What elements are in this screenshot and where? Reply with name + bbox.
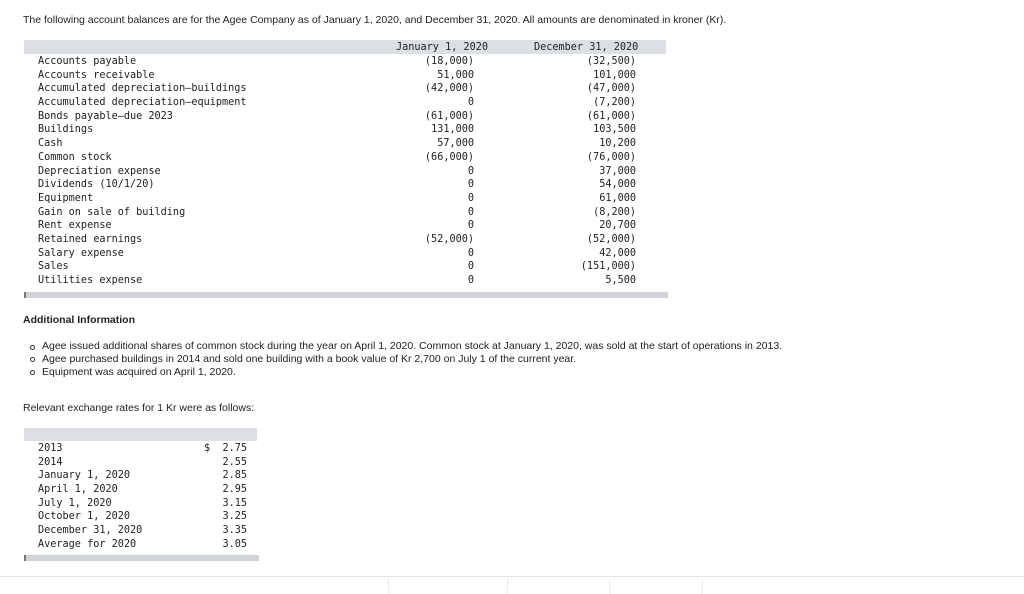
list-item [30, 353, 782, 366]
rate-date: April 1, 2020 [38, 484, 118, 496]
account-name: Rent expense [38, 220, 112, 232]
table-row [24, 151, 666, 165]
dec-balance: (61,000) [586, 110, 636, 122]
rate-date: 2014 [38, 456, 63, 468]
account-name: Salary expense [38, 247, 124, 259]
footer-divider [609, 578, 610, 594]
exchange-rates-intro: Relevant exchange rates for 1 Kr were as follows: [23, 402, 255, 414]
additional-info-list [30, 340, 782, 378]
account-name: Accumulated depreciation—buildings [38, 83, 247, 95]
account-name: Dividends (10/1/20) [38, 179, 155, 191]
rate-value: 2.75 [222, 443, 247, 454]
bullet-icon [30, 345, 35, 350]
jan-balance: 0 [467, 97, 474, 109]
dec-balance: 42,000 [599, 247, 636, 259]
table-row [24, 456, 257, 470]
table-row [24, 442, 257, 456]
rate-value: 3.05 [222, 538, 247, 550]
rate-value: 2.85 [222, 470, 247, 482]
dec-balance: 10,200 [599, 138, 636, 150]
bullet-icon [30, 370, 35, 375]
jan-balance: 51,000 [437, 69, 474, 81]
table-row [24, 165, 666, 179]
account-name: Equipment [38, 192, 94, 204]
table-footer-bar [24, 292, 668, 298]
rate-value: 3.25 [222, 511, 247, 523]
jan-balance: 0 [467, 247, 474, 259]
jan-balance: 0 [467, 179, 474, 191]
account-name: Accounts payable [38, 56, 137, 67]
account-balances-table [24, 40, 666, 298]
jan-balance: (42,000) [424, 83, 474, 95]
table-row [24, 123, 666, 137]
jan-balance: (61,000) [424, 110, 474, 122]
table-row [24, 178, 666, 192]
rate-value: 3.15 [222, 497, 247, 509]
table-row [24, 483, 257, 497]
jan-balance: 131,000 [431, 124, 474, 136]
dec-balance: (32,500) [586, 56, 636, 67]
account-name: Gain on sale of building [38, 206, 186, 218]
jan-balance: 0 [467, 192, 474, 204]
jan-balance: 0 [467, 165, 474, 177]
table-row [24, 192, 666, 206]
dec-balance: 101,000 [593, 69, 636, 81]
table-row [24, 497, 257, 511]
bullet-text: Equipment was acquired on April 1, 2020. [42, 365, 236, 378]
account-name: Common stock [38, 151, 112, 163]
intro-text: The following account balances are for the Agee Company as of January 1, 2020, and December 31, 2020. All amounts are denominated in kroner (Kr). [23, 14, 727, 26]
table-row [24, 206, 666, 220]
footer-divider [702, 578, 703, 594]
table-row [24, 96, 666, 110]
jan-balance: 0 [467, 261, 474, 273]
account-name: Depreciation expense [38, 165, 161, 177]
account-name: Sales [38, 261, 69, 273]
table-body [24, 442, 257, 552]
table-header-bar [24, 428, 257, 441]
account-name: Cash [38, 138, 63, 150]
list-item [30, 340, 782, 353]
rate-value: 2.95 [222, 484, 247, 496]
jan-balance: 0 [467, 206, 474, 218]
dec-balance: 37,000 [599, 165, 636, 177]
account-name: Bonds payable—due 2023 [38, 110, 173, 122]
rate-date: October 1, 2020 [38, 511, 131, 523]
table-row [24, 219, 666, 233]
jan-balance: (66,000) [424, 151, 474, 163]
table-row [24, 247, 666, 261]
dec-balance: 103,500 [593, 124, 636, 136]
table-row [24, 233, 666, 247]
additional-info-heading: Additional Information [23, 314, 135, 326]
rate-date: Average for 2020 [38, 538, 137, 550]
table-body [24, 55, 666, 288]
rate-date: December 31, 2020 [38, 525, 143, 537]
table-row [24, 82, 666, 96]
dec-balance: (8,200) [593, 206, 636, 218]
bullet-text: Agee issued additional shares of common stock during the year on April 1, 2020. Common stock at January 1, 2020, was sold at the start of operations in 2013. [42, 340, 783, 352]
column-header-dec-2020: December 31, 2020 [534, 42, 639, 53]
dec-balance: 61,000 [599, 192, 636, 204]
account-name: Accumulated depreciation—equipment [38, 97, 247, 109]
dec-balance: 54,000 [599, 179, 636, 191]
footer-divider [388, 578, 389, 594]
table-row [24, 69, 666, 83]
account-name: Buildings [38, 124, 94, 136]
table-footer-bar [24, 555, 259, 561]
dec-balance: (52,000) [586, 233, 636, 245]
dollar-sign: $ [204, 443, 211, 454]
footer-divider [0, 576, 1024, 577]
table-row [24, 510, 257, 524]
column-header-jan-2020: January 1, 2020 [396, 42, 489, 53]
dec-balance: (151,000) [580, 261, 636, 273]
rate-date: January 1, 2020 [38, 470, 131, 482]
account-name: Accounts receivable [38, 69, 155, 81]
table-row [24, 469, 257, 483]
table-row [24, 55, 666, 69]
dec-balance: (76,000) [586, 151, 636, 163]
account-name: Retained earnings [38, 233, 143, 245]
bullet-text: Agee purchased buildings in 2014 and sold one building with a book value of Kr 2,700 on July 1 of the current year. [42, 352, 577, 365]
jan-balance: (52,000) [424, 233, 474, 245]
dec-balance: (47,000) [586, 83, 636, 95]
rate-date: July 1, 2020 [38, 497, 112, 509]
account-name: Utilities expense [38, 275, 143, 286]
dec-balance: (7,200) [593, 97, 636, 109]
dec-balance: 5,500 [605, 275, 636, 286]
rate-date: 2013 [38, 443, 63, 454]
jan-balance: (18,000) [424, 56, 474, 67]
table-row [24, 274, 666, 288]
footer-divider [507, 578, 508, 594]
table-row [24, 538, 257, 552]
exchange-rates-table [24, 428, 257, 562]
table-row [24, 137, 666, 151]
table-row [24, 110, 666, 124]
table-row [24, 524, 257, 538]
list-item [30, 366, 782, 379]
dec-balance: 20,700 [599, 220, 636, 232]
bullet-icon [30, 357, 35, 362]
jan-balance: 0 [467, 220, 474, 232]
jan-balance: 57,000 [437, 138, 474, 150]
rate-value: 3.35 [222, 525, 247, 537]
jan-balance: 0 [467, 275, 474, 286]
rate-value: 2.55 [222, 456, 247, 468]
table-row [24, 260, 666, 274]
